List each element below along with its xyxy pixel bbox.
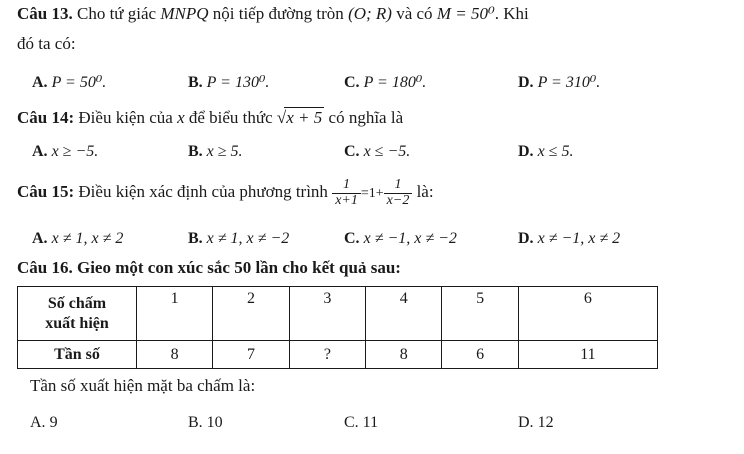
- q14-option-d: D. x ≤ 5.: [518, 143, 574, 160]
- q14-text-a: Điều kiện của: [78, 108, 173, 127]
- q13-label: Câu 13.: [17, 4, 73, 23]
- fraction-1: $\frac{1}{x+1}$: [332, 178, 361, 208]
- fraction-2: $\frac{1}{x-2}$: [384, 178, 413, 208]
- table-cell: ?: [289, 341, 365, 369]
- q15-option-b: B. x ≠ 1, x ≠ −2: [188, 230, 290, 247]
- table-cell: 5: [442, 287, 518, 341]
- table-cell: 11: [518, 341, 657, 369]
- q13-text-b: nội tiếp đường tròn: [212, 4, 344, 23]
- table-cell: 6: [518, 287, 657, 341]
- table-cell: 8: [366, 341, 442, 369]
- q16-text: Gieo một con xúc sắc 50 lần cho kết quả sau:: [76, 258, 401, 277]
- q16-label: Câu 16.: [17, 258, 73, 277]
- q13-line2: đó ta có:: [17, 34, 76, 53]
- table-row: [18, 341, 658, 369]
- q16-stem: [17, 258, 401, 278]
- table-row: [18, 287, 658, 341]
- table-cell: 4: [366, 287, 442, 341]
- q15-option-a: A. x ≠ 1, x ≠ 2: [32, 230, 124, 247]
- q14-option-c: C. x ≤ −5.: [344, 143, 411, 160]
- table-header-frequency: Tần số: [18, 341, 137, 369]
- q14-option-a: A. x ≥ −5.: [32, 143, 99, 160]
- q16-option-b: B. 10: [188, 414, 223, 431]
- table-cell: 3: [289, 287, 365, 341]
- table-cell: 7: [213, 341, 289, 369]
- frequency-table: [17, 286, 658, 369]
- q16-option-c: C. 11: [344, 414, 379, 431]
- sqrt-expression: √x + 5: [276, 108, 323, 127]
- q15-text-b: là:: [416, 182, 434, 202]
- table-header-faces: Số chấm xuất hiện: [18, 287, 137, 341]
- q15-text-a: Điều kiện xác định của phương trình: [78, 182, 328, 202]
- q13-given: M = 50⁰: [436, 4, 495, 23]
- q14-option-b: B. x ≥ 5.: [188, 143, 243, 160]
- q14-text-b: để biểu thức: [188, 108, 273, 127]
- q14-label: Câu 14:: [17, 108, 75, 127]
- table-cell: 8: [137, 341, 213, 369]
- q13-circle: (O; R): [348, 4, 392, 23]
- q13-option-c: C. P = 180⁰.: [344, 74, 427, 91]
- q15-mid: =1+: [360, 186, 384, 202]
- table-cell: 1: [137, 287, 213, 341]
- q15-stem: [17, 178, 434, 208]
- q14-text-c: có nghĩa là: [328, 108, 404, 127]
- q15-option-d: D. x ≠ −1, x ≠ 2: [518, 230, 621, 247]
- q13-option-d: D. P = 310⁰.: [518, 74, 601, 91]
- q13-text-a: Cho tứ giác: [76, 4, 157, 23]
- q14-stem: [17, 107, 403, 128]
- q15-label: Câu 15:: [17, 182, 75, 202]
- q13-option-b: B. P = 130⁰.: [188, 74, 270, 91]
- q14-var: x: [177, 108, 185, 127]
- table-cell: 6: [442, 341, 518, 369]
- q13-text-d: . Khi: [494, 4, 529, 23]
- q16-option-a: A. 9: [30, 414, 58, 431]
- q14-radicand: x + 5: [286, 108, 323, 127]
- q13-option-a: A. P = 50⁰.: [32, 74, 107, 91]
- q15-option-c: C. x ≠ −1, x ≠ −2: [344, 230, 457, 247]
- q16-prompt: Tần số xuất hiện mặt ba chấm là:: [30, 376, 256, 395]
- q13-text-c: và có: [396, 4, 433, 23]
- table-cell: 2: [213, 287, 289, 341]
- q16-option-d: D. 12: [518, 414, 554, 431]
- q13-stem: [17, 4, 529, 24]
- q13-quad: MNPQ: [160, 4, 209, 23]
